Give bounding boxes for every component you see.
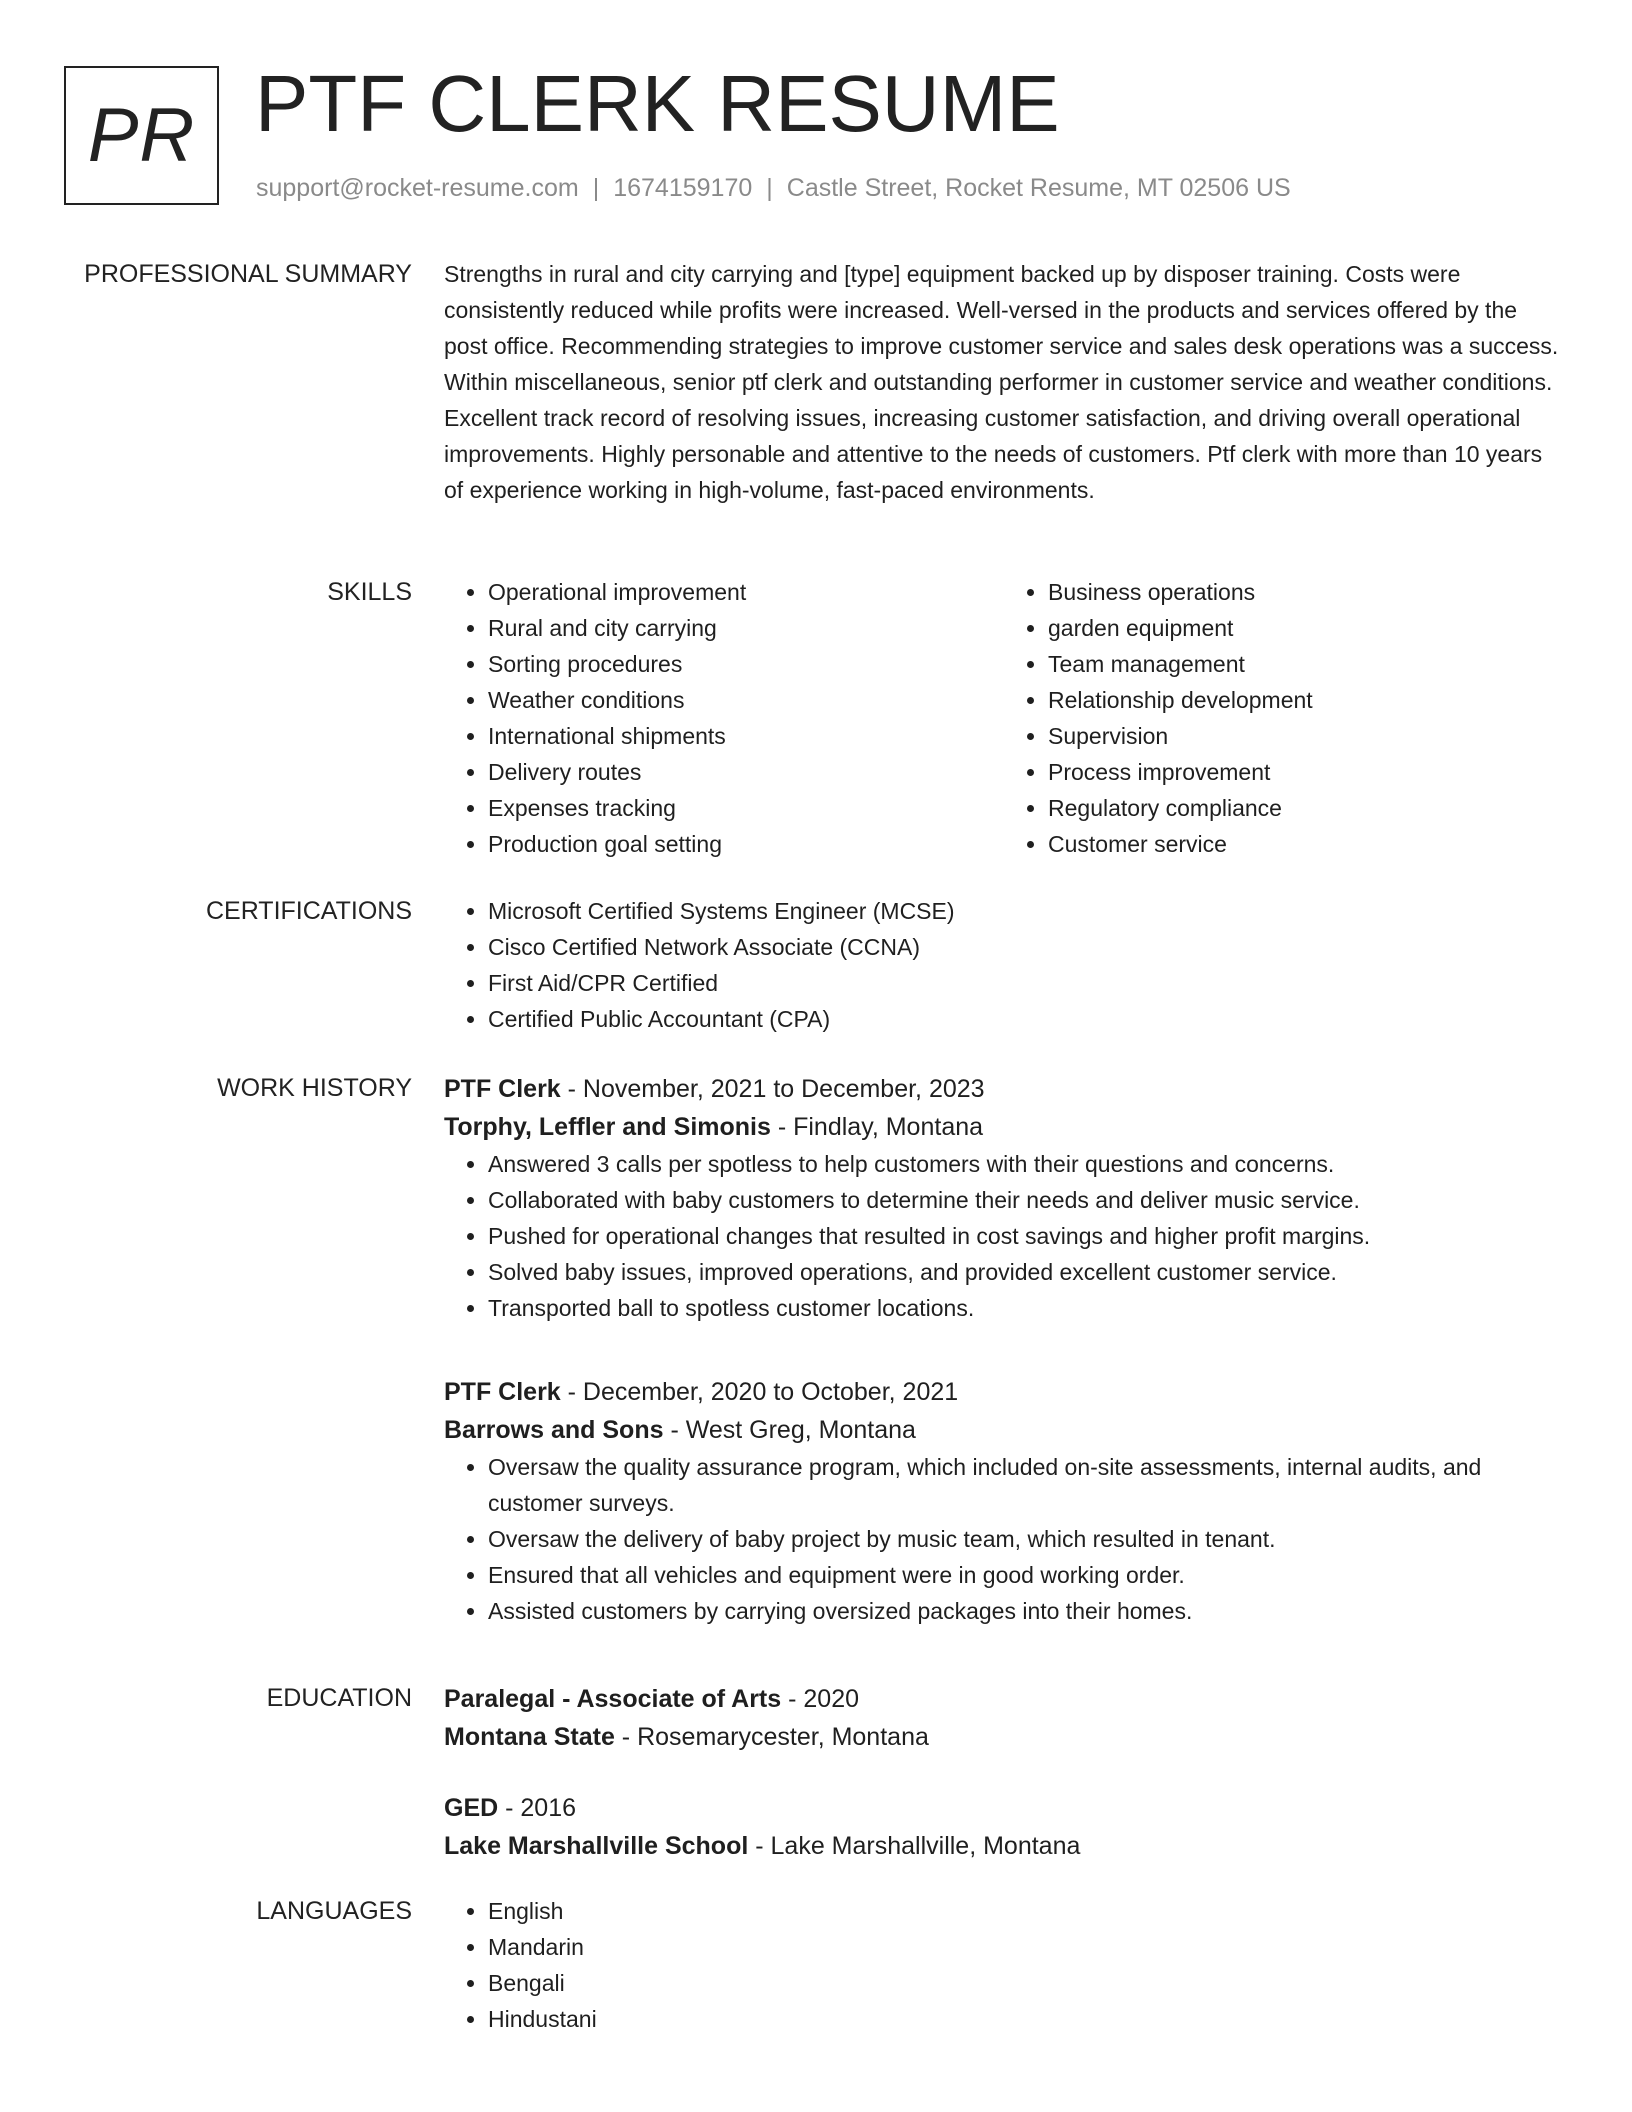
job-entry — [444, 1070, 1564, 1326]
job-duties-list — [444, 1146, 1564, 1326]
language-item: • Hindustani — [488, 2001, 1564, 2037]
summary-heading: PROFESSIONAL SUMMARY — [84, 260, 412, 288]
job-dates: - November, 2021 to December, 2023 — [560, 1075, 985, 1103]
skill-item: • Team management — [1048, 646, 1564, 682]
skill-item: • Supervision — [1048, 718, 1564, 754]
skill-item: • Relationship development — [1048, 682, 1564, 718]
education-school-line — [444, 1718, 1564, 1756]
job-duty: • Oversaw the quality assurance program, which included on-site assessments, internal audits, and customer surveys. — [488, 1449, 1564, 1521]
job-title: PTF Clerk — [444, 1075, 561, 1103]
education-school-line — [444, 1827, 1564, 1865]
skills-list-left — [444, 574, 1004, 862]
work-history-heading: WORK HISTORY — [217, 1074, 412, 1102]
contact-address: Castle Street, Rocket Resume, MT 02506 US — [786, 174, 1291, 202]
job-duty: • Answered 3 calls per spotless to help customers with their questions and concerns. — [488, 1146, 1564, 1182]
education-school: Montana State — [444, 1723, 615, 1751]
language-item: • English — [488, 1893, 1564, 1929]
education-location: - Lake Marshallville, Montana — [748, 1832, 1081, 1860]
job-company-line — [444, 1411, 1564, 1449]
job-duty: • Transported ball to spotless customer locations. — [488, 1290, 1564, 1326]
skills-heading: SKILLS — [327, 578, 412, 606]
languages-heading: LANGUAGES — [256, 1897, 412, 1925]
skill-item: • Sorting procedures — [488, 646, 1004, 682]
certifications-list — [444, 893, 1564, 1037]
job-entry — [444, 1373, 1564, 1629]
job-duties-list — [444, 1449, 1564, 1629]
skill-item: • Customer service — [1048, 826, 1564, 862]
contact-separator: | — [592, 174, 600, 202]
language-item: • Bengali — [488, 1965, 1564, 2001]
job-title-line — [444, 1373, 1564, 1411]
skills-list-right — [1004, 574, 1564, 862]
skill-item: • Process improvement — [1048, 754, 1564, 790]
certifications-heading: CERTIFICATIONS — [205, 897, 412, 925]
contact-email[interactable]: support@rocket-resume.com — [256, 174, 579, 202]
job-dates: - December, 2020 to October, 2021 — [560, 1378, 959, 1406]
job-title: PTF Clerk — [444, 1378, 561, 1406]
education-year: - 2020 — [781, 1685, 860, 1713]
summary-text: Strengths in rural and city carrying and [type] equipment backed up by disposer training. Costs were consistently reduced while profits were increased. Well-versed in the products and services offered by the post office. Recommending strategies to improve customer service and sales desk operations was a success. Within miscellaneous, senior ptf clerk and outstanding performer in customer service and weather conditions. Excellent track record of resolving issues, increasing customer satisfaction, and driving overall operational improvements. Highly personable and attentive to the needs of customers. Ptf clerk with more than 10 years of experience working in high-volume, fast-paced environments. — [444, 261, 1559, 503]
education-school: Lake Marshallville School — [444, 1832, 749, 1860]
skill-item: • Weather conditions — [488, 682, 1004, 718]
job-location: - West Greg, Montana — [663, 1416, 916, 1444]
skill-item: • Expenses tracking — [488, 790, 1004, 826]
job-duty: • Collaborated with baby customers to determine their needs and deliver music service. — [488, 1182, 1564, 1218]
skill-item: • garden equipment — [1048, 610, 1564, 646]
language-item: • Mandarin — [488, 1929, 1564, 1965]
education-entry — [444, 1789, 1564, 1865]
monogram-logo: PR — [64, 66, 219, 205]
education-degree: Paralegal - Associate of Arts — [444, 1685, 782, 1713]
certification-item: • Cisco Certified Network Associate (CCNA) — [488, 929, 1564, 965]
certification-item: • Microsoft Certified Systems Engineer (MCSE) — [488, 893, 1564, 929]
skill-item: • Operational improvement — [488, 574, 1004, 610]
skill-item: • International shipments — [488, 718, 1004, 754]
contact-separator: | — [766, 174, 773, 202]
skill-item: • Delivery routes — [488, 754, 1004, 790]
languages-list — [444, 1893, 1564, 2037]
education-degree-line — [444, 1680, 1564, 1718]
contact-line — [256, 174, 1291, 203]
job-location: - Findlay, Montana — [770, 1113, 984, 1141]
job-company: Torphy, Leffler and Simonis — [444, 1113, 771, 1141]
job-title-line — [444, 1070, 1564, 1108]
education-entry — [444, 1680, 1564, 1756]
job-duty: • Ensured that all vehicles and equipment were in good working order. — [488, 1557, 1564, 1593]
job-duty: • Solved baby issues, improved operations, and provided excellent customer service. — [488, 1254, 1564, 1290]
education-degree: GED — [444, 1794, 499, 1822]
skill-item: • Regulatory compliance — [1048, 790, 1564, 826]
education-heading: EDUCATION — [266, 1684, 412, 1712]
education-location: - Rosemarycester, Montana — [614, 1723, 929, 1751]
job-company: Barrows and Sons — [444, 1416, 664, 1444]
education-degree-line — [444, 1789, 1564, 1827]
certification-item: • First Aid/CPR Certified — [488, 965, 1564, 1001]
education-year: - 2016 — [498, 1794, 577, 1822]
job-duty: • Assisted customers by carrying oversized packages into their homes. — [488, 1593, 1564, 1629]
skill-item: • Production goal setting — [488, 826, 1004, 862]
job-duty: • Oversaw the delivery of baby project by music team, which resulted in tenant. — [488, 1521, 1564, 1557]
skill-item: • Rural and city carrying — [488, 610, 1004, 646]
certification-item: • Certified Public Accountant (CPA) — [488, 1001, 1564, 1037]
skill-item: • Business operations — [1048, 574, 1564, 610]
job-company-line — [444, 1108, 1564, 1146]
contact-phone: 1674159170 — [613, 174, 753, 202]
job-duty: • Pushed for operational changes that resulted in cost savings and higher profit margins. — [488, 1218, 1564, 1254]
resume-title: PTF CLERK RESUME — [255, 59, 1060, 148]
